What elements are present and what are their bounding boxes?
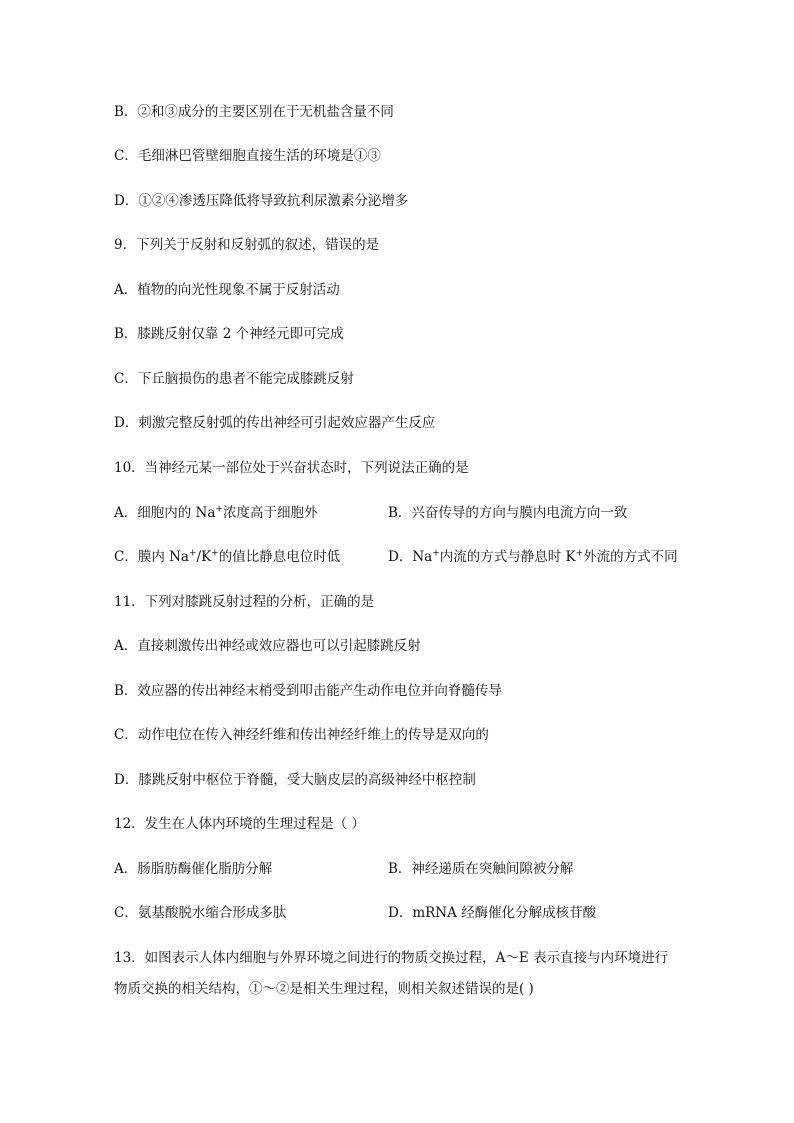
q11-option-c: C．动作电位在传入神经纤维和传出神经纤维上的传导是双向的: [114, 727, 489, 743]
q9-option-d: D．刺激完整反射弧的传出神经可引起效应器产生反应: [114, 415, 436, 431]
q11-option-b: B．效应器的传出神经末梢受到叩击能产生动作电位并向脊髓传导: [114, 683, 502, 699]
q10-option-a: A．细胞内的 Na+浓度高于细胞外: [114, 504, 318, 521]
q10-option-c: C．膜内 Na+/K+的值比静息电位时低: [114, 548, 341, 565]
q12-option-b: B．神经递质在突触间隙被分解: [388, 861, 574, 877]
q11-stem: 11．下列对膝跳反射过程的分析，正确的是: [114, 594, 375, 610]
q10-option-b: B．兴奋传导的方向与膜内电流方向一致: [388, 505, 628, 521]
q9-option-c: C．下丘脑损伤的患者不能完成膝跳反射: [114, 371, 354, 387]
q9-option-a: A．植物的向光性现象不属于反射活动: [114, 282, 340, 298]
q8-option-b: B．②和③成分的主要区别在于无机盐含量不同: [114, 104, 394, 120]
q9-option-b: B．膝跳反射仅靠 2 个神经元即可完成: [114, 326, 344, 342]
q13-stem-line-2: 物质交换的相关结构，①～②是相关生理过程，则相关叙述错误的是( ): [114, 981, 534, 997]
q10-option-d: D．Na+内流的方式与静息时 K+外流的方式不同: [388, 548, 678, 565]
q12-option-a: A．肠脂肪酶催化脂肪分解: [114, 861, 273, 877]
q8-option-c: C．毛细淋巴管壁细胞直接生活的环境是①③: [114, 148, 381, 164]
q12-stem: 12．发生在人体内环境的生理过程是（ ）: [114, 816, 365, 832]
q10-stem: 10．当神经元某一部位处于兴奋状态时，下列说法正确的是: [114, 460, 469, 476]
q12-option-d: D．mRNA 经酶催化分解成核苷酸: [388, 905, 597, 921]
q12-option-c: C．氨基酸脱水缩合形成多肽: [114, 905, 287, 921]
q8-option-d: D．①②④渗透压降低将导致抗利尿激素分泌增多: [114, 193, 409, 209]
q9-stem: 9．下列关于反射和反射弧的叙述，错误的是: [114, 237, 380, 253]
q11-option-a: A．直接刺激传出神经或效应器也可以引起膝跳反射: [114, 638, 421, 654]
q11-option-d: D．膝跳反射中枢位于脊髓，受大脑皮层的高级神经中枢控制: [114, 772, 476, 788]
q13-stem-line-1: 13．如图表示人体内细胞与外界环境之间进行的物质交换过程，A～E 表示直接与内环境进行: [114, 950, 669, 966]
